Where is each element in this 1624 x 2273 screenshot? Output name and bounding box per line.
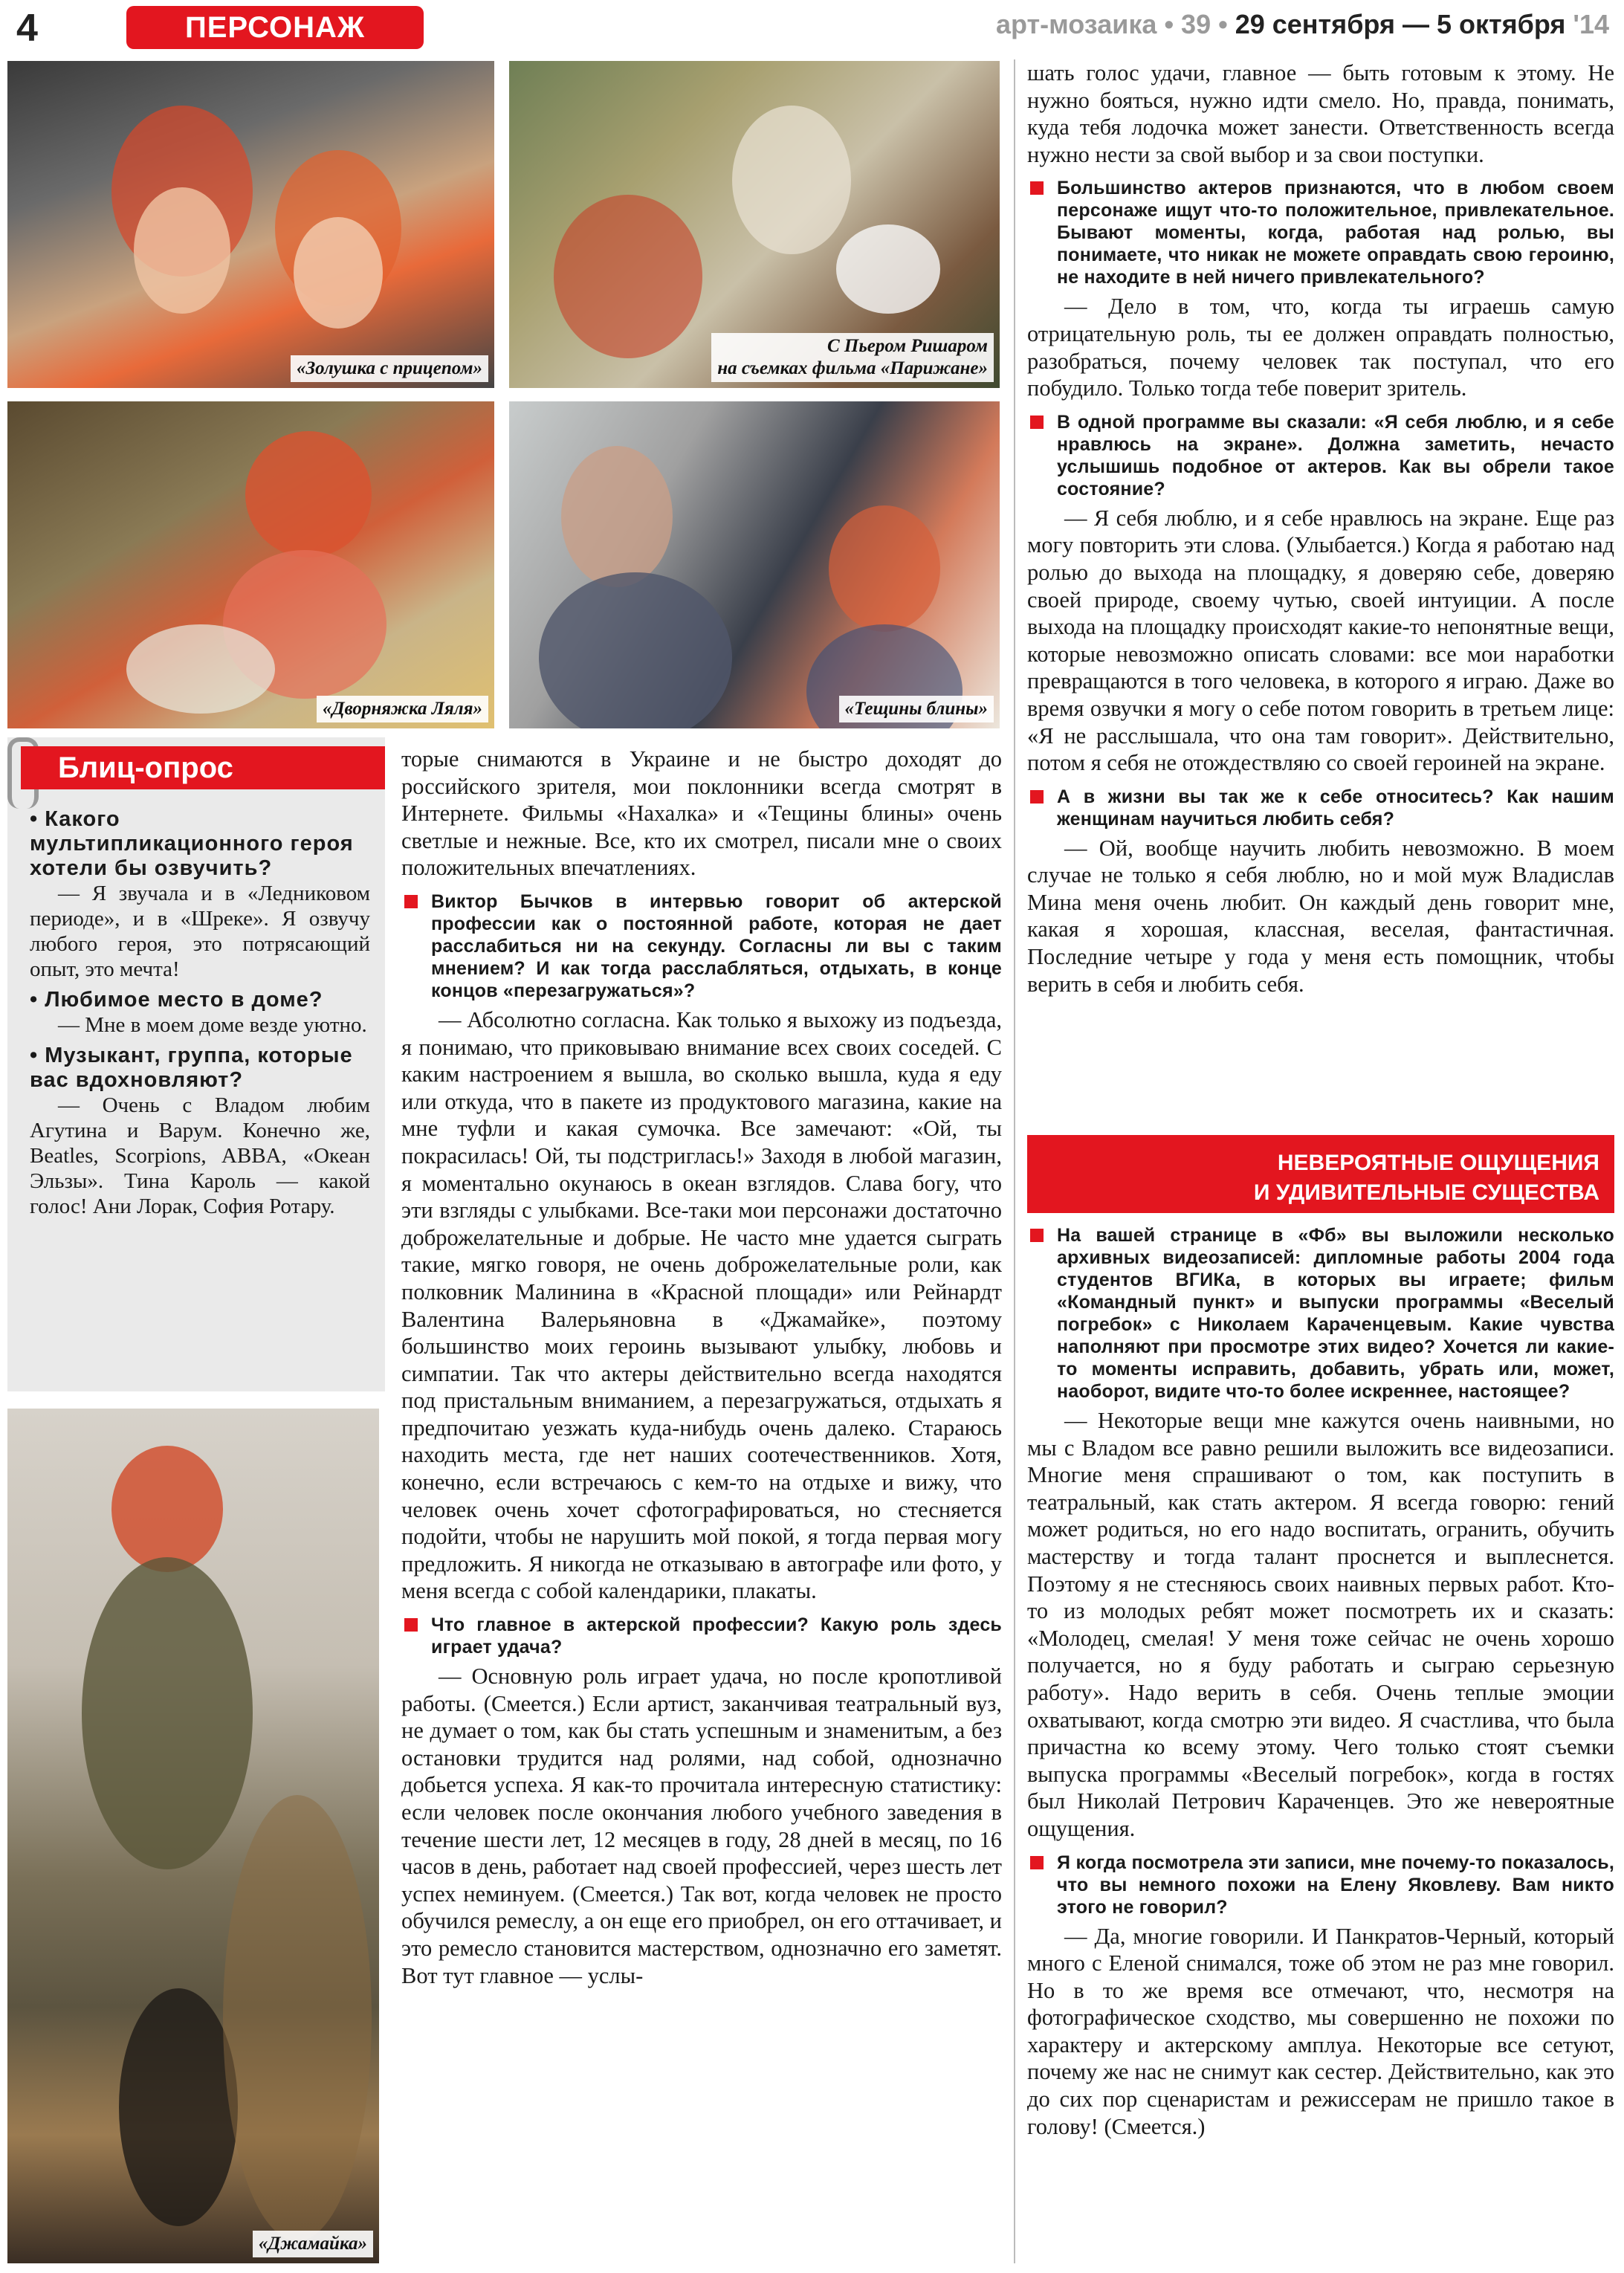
newspaper-name: арт-мозаика (995, 9, 1157, 39)
subheading-line: НЕВЕРОЯТНЫЕ ОЩУЩЕНИЯ (1277, 1151, 1599, 1175)
interview-answer: — Да, многие говорили. И Панкратов-Черный, который много с Еленой снимался, тоже об этом не раз мне говорил. Но в то же время все отмечают, что, несмотря на фотографическое сходство, мы совершенно не похожи по характеру и актерскому амплуа. Некоторые все сетуют, почему же нас не снимут как сестер. Действительно, как это до сих пор сценаристам и режиссерам не пришло такое в голову! (Смеется.) (1027, 1923, 1614, 2139)
interview-answer: — Ой, вообще научить любить невозможно. В моем случае не только я себя люблю, но и мой муж Владислав Мина меня очень любит. Он каждый день говорит мне, какая я хорошая, классная, веселая, фантастичная. Последние четыре у года у меня есть помощник, чтобы верить в себя и любить себя. (1027, 835, 1614, 997)
interview-answer: шать голос удачи, главное — быть готовым к этому. Не нужно бояться, нужно идти смело. Но, правда, понимать, куда тебя лодочка может занести. Ответственность всегда нужно нести за свой выбор и за свои поступки. (1027, 60, 1614, 167)
column-divider (1014, 59, 1015, 2263)
interview-answer: — Я себя люблю, и я себе нравлюсь на экране. Еще раз могу повторить эти слова. (Улыбается.) Когда я работаю над ролью до выхода на площадку, я доверяю себе, доверяю своей природе, своему чутью, своей интуиции. А после выхода на площадку происходят какие-то непонятные вещи, которые невозможно описать словами: все мои наработки превращаются в того человека, в которого я играю. Даже во время озвучки я могу о себе потом говорить в третьем лице: «Я не расслышала, что она там говорит». Действительно, потом я себя не отождествляю со своей героиней на экране. (1027, 505, 1614, 776)
issue-dates: 29 сентября — 5 октября (1235, 9, 1566, 39)
subheading-band (1027, 1135, 1614, 1213)
issue-year: '14 (1573, 9, 1609, 39)
quiz-answer: — Мне в моем доме везде уютно. (58, 1013, 367, 1037)
quiz-answer: — Я звучала и в «Ледниковом периоде», и в «Шреке». Я озвучу любого героя, это потрясающий опыт, это мечта! (30, 882, 370, 981)
issue-number: • 39 • (1164, 9, 1228, 39)
interview-question: На вашей странице в «Фб» вы выложили несколько архивных видеозаписей: дипломные работы 2004 года студентов ВГИКа, в которых вы играете; фильм «Командный пункт» и выпуски программы «Веселый погребок» с Николаем Караченцевым. Какие чувства наполняют при просмотре этих видео? Хочется ли какие-то моменты исправить, добавить, убрать или, может, наоборот, видите что-то более искреннее, настоящее? (1027, 1224, 1614, 1403)
photo-zolushka (7, 61, 494, 388)
interview-question: В одной программе вы сказали: «Я себя люблю, и я себе нравлюсь на экране». Должна заметить, нечасто услышишь подобное от актеров. Как вы обрели такое состояние? (1027, 411, 1614, 500)
photo-dvornyazhka (7, 401, 494, 728)
photo-caption (711, 333, 994, 382)
interview-question: Виктор Бычков в интервью говорит об актерской профессии как о постоянной работе, которая не дает расслабиться ни на секунду. Согласны ли вы с таким мнением? И как тогда расслабляться, отдыхать, в конце концов «перезагружаться»? (401, 890, 1002, 1002)
quiz-body (30, 801, 370, 1219)
interview-question: Я когда посмотрела эти записи, мне почему-то показалось, что вы немного похожи на Елену Яковлеву. Вам никто этого не говорил? (1027, 1852, 1614, 1918)
article-column-2 (1027, 59, 1614, 998)
subheading-line: И УДИВИТЕЛЬНЫЕ СУЩЕСТВА (1253, 1180, 1599, 1205)
interview-answer: — Дело в том, что, когда ты играешь самую отрицательную роль, ты ее должен оправдать полностью, разобраться, почему человек так поступал, что его побудило. Только тогда тебе поверит зритель. (1027, 294, 1614, 401)
quiz-answer: — Очень с Владом любим Агутина и Варум. Конечно же, Beatles, Scorpions, ABBA, «Океан Эльзы». Тина Кароль — какой голос! Ани Лорак, София Ротару. (30, 1093, 370, 1218)
article-column-3 (1027, 1215, 1614, 2140)
caption-line: на съемках фильма «Парижане» (717, 358, 988, 378)
photo-dzhamaika (7, 1409, 379, 2263)
blitz-quiz-box (7, 737, 385, 1391)
interview-answer: — Некоторые вещи мне кажутся очень наивными, но мы с Владом все равно решили выложить все видеозаписи. Многие меня спрашивают о том, как поступить в театральный, как стать актером. Я всегда говорю: гений может родиться, но его надо воспитать, огранить, обучить мастерству и тогда талант проснется и выплеснется. Поэтому я не стесняюсь своих наивных первых работ. Кто-то из молодых ребят может посмотреть их и сказать: «Молодец, смелая! У меня тоже сейчас не очень хорошо получается, но я буду работать и сыграю серьезную работу». Надо верить в себя. Очень теплые эмоции охватывают, когда смотрю эти видео. Я счастлива, что была причастна ко всему этому. Чего только стоят съемки выпуска программы «Веселый погребок», когда в гостях был Николай Петрович Караченцев. Это же невероятные ощущения. (1027, 1408, 1614, 1841)
quiz-question: • Любимое место в доме? (30, 988, 323, 1012)
interview-question: А в жизни вы так же к себе относитесь? Как нашим женщинам научиться любить себя? (1027, 786, 1614, 830)
photo-caption: «Дворняжка Ляля» (317, 696, 488, 722)
photo-caption: «Джамайка» (253, 2231, 373, 2257)
quiz-question: • Музыкант, группа, которые вас вдохновляют? (30, 1044, 353, 1092)
photo-caption: «Тещины блины» (839, 696, 994, 722)
interview-question: Большинство актеров признаются, что в любом своем персонаже ищут что-то положительное, привлекательное. Бывают моменты, когда, работая над ролью, вы понимаете, что никак не можете оправдать свою героиню, не находите в ней ничего привлекательного? (1027, 177, 1614, 288)
interview-answer: торые снимаются в Украине и не быстро доходят до российского зрителя, мои поклонники всегда смотрят в Интернете. Фильмы «Нахалка» и «Тещины блины» очень светлые и нежные. Все, кто их смотрел, писали мне о своих положительных впечатлениях. (401, 746, 1002, 881)
interview-question: Что главное в актерской профессии? Какую роль здесь играет удача? (401, 1614, 1002, 1658)
caption-line: С Пьером Ришаром (827, 336, 988, 356)
photo-teshchiny-bliny (509, 401, 1000, 728)
section-rubric: ПЕРСОНАЖ (126, 6, 424, 49)
article-column-1 (401, 746, 1002, 1989)
interview-answer: — Абсолютно согласна. Как только я выхожу из подъезда, я понимаю, что приковываю внимание всех своих соседей. С каким настроением я вышла, во сколько вышла, куда я еду или откуда, что в пакете из продуктового магазина, какие на мне туфли и какая сумочка. Все замечают: «Ой, ты покрасилась! Ой, ты подстриглась!» Заходя в любой магазин, я моментально окунаюсь в океан взглядов. Слава богу, что эти взгляды с улыбками. Все-таки мои персонажи достаточно доброжелательные и добрые. Не часто мне удается сыграть такие, мягко говоря, не очень доброжелательные роли, как полковник Малинина в «Красной площади» или Рейнардт Валентина Валерьяновна в «Джамайке», поэтому большинство моих героинь вызывают улыбку, любовь и симпатии. Так что актеры действительно всегда находятся под пристальным вниманием, а перезагружаться, отдыхать я предпочитаю уезжать куда-нибудь очень далеко. Стараюсь находить места, где нет наших соотечественников. Хотя, конечно, если встречаюсь с кем-то на отдыхе и вижу, что человек очень хочет сфотографироваться, но стесняется подойти, чтобы не нарушить мой покой, я тогда первая могу предложить. Я никогда не отказываю в автографе или фото, у меня всегда с собой календарики, плакаты. (401, 1006, 1002, 1604)
photo-parizhane (509, 61, 1000, 388)
quiz-title: Блиц-опрос (21, 746, 385, 789)
issue-header (996, 9, 1609, 40)
interview-answer: — Основную роль играет удача, но после кропотливой работы. (Смеется.) Если артист, заканчивая театральный вуз, не думает о том, как бы стать успешным и знаменитым, а без остановки трудится над ролями, над собой, однозначно добьется успеха. Я как-то прочитала интересную статистику: если человек после окончания любого учебного заведения в течение шести лет, 12 месяцев в году, 28 дней в месяц, по 16 часов в день, работает над своей профессией, через шесть лет успех неминуем. (Смеется.) Так вот, когда человек не просто обучился ремеслу, а он еще его приобрел, он его оттачивает, и это ремесло становится мастерством, однозначно его заметят. Вот тут главное — услы- (401, 1663, 1002, 1988)
quiz-question: • Какого мультипликационного героя хотели бы озвучить? (30, 807, 354, 880)
photo-caption: «Золушка с прицепом» (291, 355, 488, 382)
page-number: 4 (16, 7, 38, 50)
